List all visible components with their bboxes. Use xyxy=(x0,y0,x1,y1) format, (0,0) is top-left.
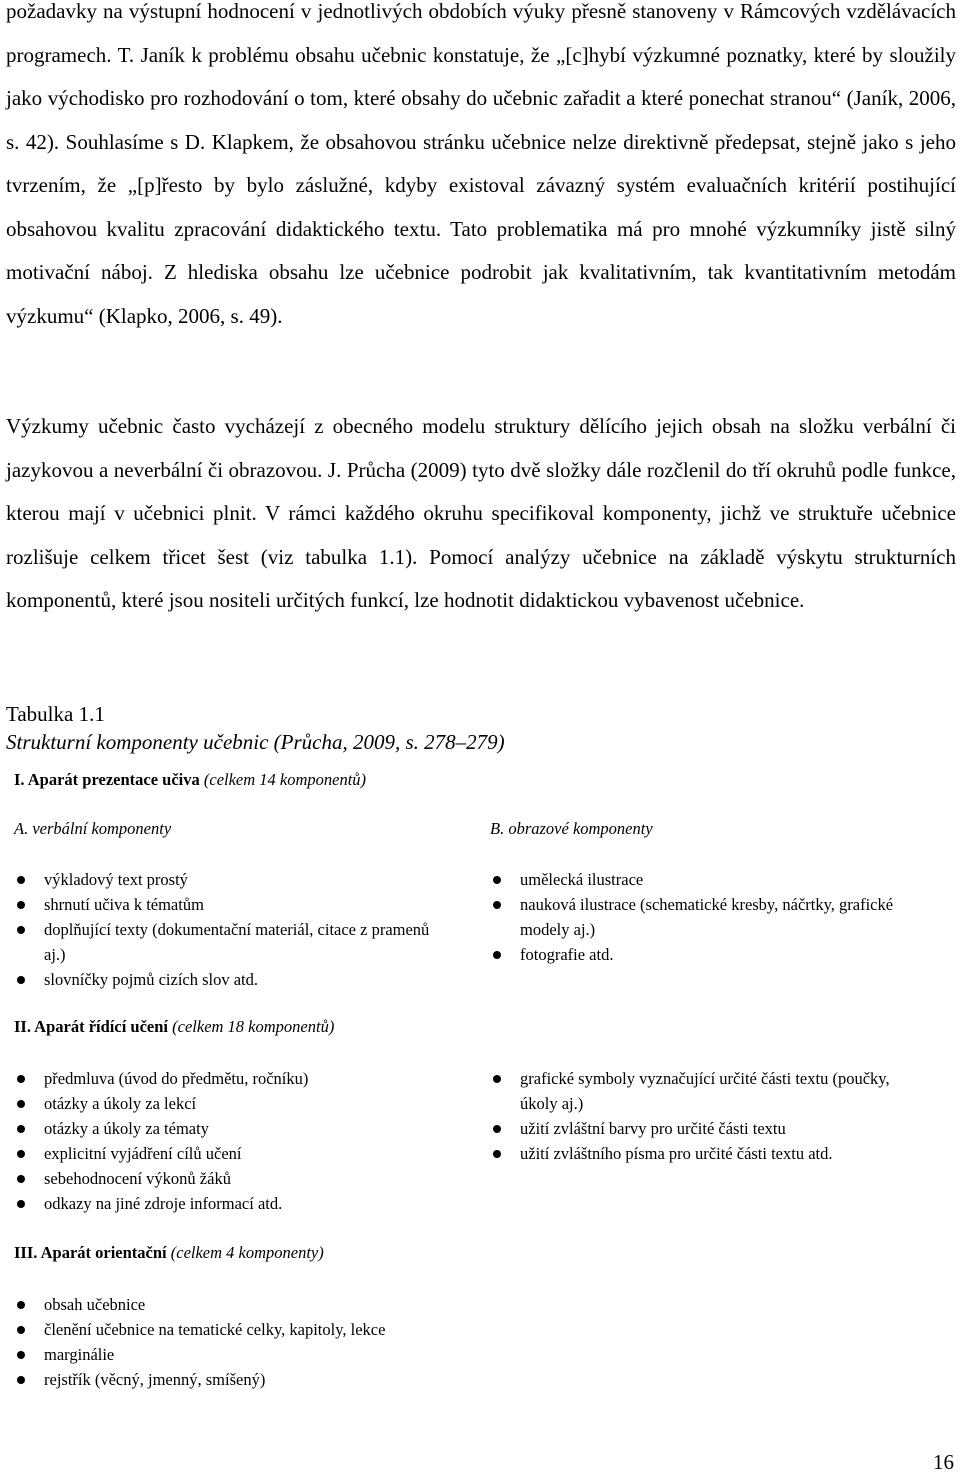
table-caption xyxy=(6,700,505,756)
list-item: předmluva (úvod do předmětu, ročníku) xyxy=(14,1066,454,1091)
list-item: grafické symboly vyznačující určité části textu (poučky, úkoly aj.) xyxy=(490,1066,910,1116)
list-item: členění učebnice na tematické celky, kapitoly, lekce xyxy=(14,1317,534,1342)
section-count-3: (celkem 4 komponenty) xyxy=(170,1243,324,1262)
list-item: otázky a úkoly za lekcí xyxy=(14,1091,454,1116)
section-title-3: III. Aparát orientační xyxy=(14,1243,167,1262)
list-item: slovníčky pojmů cizích slov atd. xyxy=(14,967,444,992)
column-label-verbal: A. verbální komponenty xyxy=(14,819,172,838)
column-label-visual: B. obrazové komponenty xyxy=(490,819,653,838)
list-item: sebehodnocení výkonů žáků xyxy=(14,1166,454,1191)
list-verbal-components xyxy=(14,867,444,992)
section-title-1: I. Aparát prezentace učiva xyxy=(14,770,200,789)
section-count-1: (celkem 14 komponentů) xyxy=(203,770,367,789)
table-label: Tabulka 1.1 xyxy=(6,702,105,726)
list-item: umělecká ilustrace xyxy=(490,867,930,892)
list-item: výkladový text prostý xyxy=(14,867,444,892)
list-item: explicitní vyjádření cílů učení xyxy=(14,1141,454,1166)
list-item: obsah učebnice xyxy=(14,1292,534,1317)
list-item: odkazy na jiné zdroje informací atd. xyxy=(14,1191,454,1216)
list-visual-components xyxy=(490,867,930,967)
page-number: 16 xyxy=(933,1450,954,1474)
section-heading-1 xyxy=(14,769,366,791)
section-heading-2 xyxy=(14,1016,334,1038)
list-item: rejstřík (věcný, jmenný, smíšený) xyxy=(14,1367,534,1392)
list-item: užití zvláštního písma pro určité části textu atd. xyxy=(490,1141,910,1166)
section-heading-3 xyxy=(14,1242,324,1264)
list-item: otázky a úkoly za tématy xyxy=(14,1116,454,1141)
list-learning-control-right xyxy=(490,1066,910,1166)
paragraph-research: Výzkumy učebnic často vycházejí z obecného modelu struktury dělícího jejich obsah na složku verbální či jazykovou a neverbální či obrazovou. J. Průcha (2009) tyto dvě složky dále rozčlenil do tří okruhů podle funkce, kterou mají v učebnici plnit. V rámci každého okruhu specifikoval komponenty, jichž ve struktuře učebnice rozlišuje celkem třicet šest (viz tabulka 1.1). Pomocí analýzy učebnice na základě výskytu strukturních komponentů, které jsou nositeli určitých funkcí, lze hodnotit didaktickou vybavenost učebnice. xyxy=(6,414,956,612)
table-title: Strukturní komponenty učebnic (Průcha, 2009, s. 278–279) xyxy=(6,730,505,754)
list-orientation xyxy=(14,1292,534,1392)
section-title-2: II. Aparát řídící učení xyxy=(14,1017,169,1036)
list-item: shrnutí učiva k tématům xyxy=(14,892,444,917)
list-item: marginálie xyxy=(14,1342,534,1367)
list-learning-control-left xyxy=(14,1066,454,1216)
list-item: doplňující texty (dokumentační materiál, citace z pramenů aj.) xyxy=(14,917,444,967)
list-item: nauková ilustrace (schematické kresby, náčrtky, grafické modely aj.) xyxy=(490,892,930,942)
section-count-2: (celkem 18 komponentů) xyxy=(172,1017,335,1036)
paragraph-intro: požadavky na výstupní hodnocení v jednotlivých obdobích výuky přesně stanoveny v Rámcových vzdělávacích programech. T. Janík k problému obsahu učebnic konstatuje, že „[c]hybí výzkumné poznatky, které by sloužily jako východisko pro rozhodování o tom, které obsahy do učebnic zařadit a které ponechat stranou“ (Janík, 2006, s. 42). Souhlasíme s D. Klapkem, že obsahovou stránku učebnice nelze direktivně předepsat, stejně jako s jeho tvrzením, že „[p]řesto by bylo záslužné, kdyby existoval závazný systém evaluačních kritérií postihující obsahovou kvalitu zpracování didaktického textu. Tato problematika má pro mnohé výzkumníky jistě silný motivační náboj. Z hlediska obsahu lze učebnice podrobit jak kvalitativním, tak kvantitativním metodám výzkumu“ (Klapko, 2006, s. 49). xyxy=(6,0,956,328)
list-item: užití zvláštní barvy pro určité části textu xyxy=(490,1116,910,1141)
list-item: fotografie atd. xyxy=(490,942,930,967)
